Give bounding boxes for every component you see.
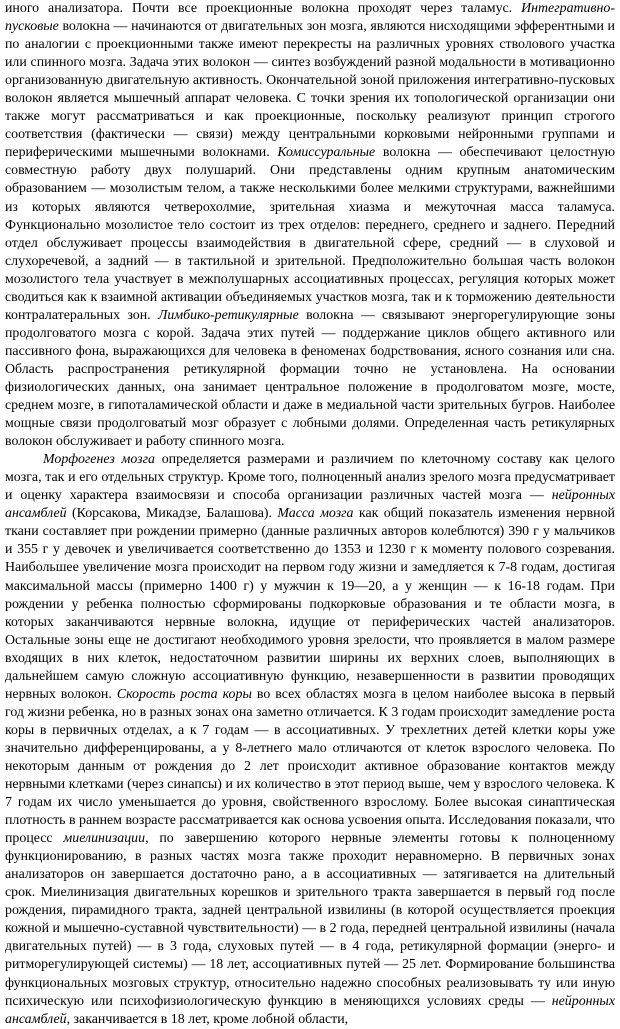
term-brain-morphogenesis: Морфогенез мозга: [43, 452, 155, 468]
text-span: волокна — обеспечивают целостную совместную работу двух полушарий. Они представлены одним крупным анатомическим образованием — мозолистым телом, а также несколькими более мелкими структурами, важнейшими из которых являются четверохолмие, зрительная хиазма и межуточная масса таламуса. Функционально мозолистое тело состоит из трех отделов: переднего, среднего и заднего. Передний отдел обслуживает процессы взаимодействия в двигательной сфере, средний — в слуховой и слухоречевой, а задний — в тактильной и зрительной. Предположительно большая часть волокон мозолистого тела участвует в межполушарных ассоциативных процессах, регуляция которых может сводиться как к взаимной активации объединяемых участков мозга, так и к торможению деятельности контралатеральных зон.: [5, 145, 615, 323]
term-myelination: миелинизации: [63, 831, 146, 847]
text-span: волокна — начинаются от двигательных зон мозга, являются нисходящими эфферентными и по аналогии с проекционными также имеют перекресты на различных уровнях стволового участка или спинного мозга. Задача этих волокон — синтез возбуждений разной модальности в мотивационно организованную двигательную активность. Окончательной зоной приложения интегративно-пусковых волокон является мышечный аппарат человека. С точки зрения их топологической организации они также могут рассматриваться и как проекционные, поскольку реализуют принцип строгого соответствия (фактически — связи) между центральными корковыми нейронными группами и периферическими мышечными волокнами.: [5, 19, 615, 161]
text-span: волокна — связывают энергорегулирующие зоны продолговатого мозга с корой. Задача этих путей — поддержание циклов общего активного или пассивного фона, выражающихся для человека в феноменах бодрствования, ясного сознания или сна. Область распространения ретикулярной формации точно не установлена. На основании физиологических данных, она занимает центральное положение в продолговатом мозге, мосте, среднем мозге, в гипоталамической области и даже в медиальной части зрительных бугров. Наиболее мощные связи продолговатый мозг образует с лобными долями. Определенная часть ретикулярных волокон обслуживает и работу спинного мозга.: [5, 307, 615, 450]
text-span: , заканчивается в 18 лет, кроме лобной области,: [66, 1011, 349, 1027]
term-brain-mass: Масса мозга: [277, 506, 354, 522]
text-span: во всех областях мозга в целом наиболее высока в первый год жизни ребенка, но в разных зонах она заметно отличается. К 3 годам происходит замедление роста коры в первичных отделах, а к 7 годам — в ассоциативных. У трехлетних детей клетки коры уже значительно дифференцированы, а у 8-летнего мало отличаются от клеток взрослого человека. По некоторым данным от рождения до 2 лет происходит активное образование контактов между нервными клетками (через синапсы) и их количество в этот период выше, чем у взрослого человека. К 7 годам их число уменьшается до уровня, свойственного взрослому. Более высокая синаптическая плотность в раннем возрасте рассматривается как основа усвоения опыта. Исследования показали, что процесс: [5, 686, 615, 847]
paragraph-fiber-types: [5, 0, 615, 451]
term-neuronal-ensembles: нейронных ансамблей: [5, 993, 615, 1027]
term-limbic-reticular-fibers: Лимбико-ретикулярные: [157, 307, 299, 323]
paragraph-brain-morphogenesis: [5, 451, 615, 1029]
text-span: как общий показатель изменения нервной ткани составляет при рождении примерно (данные различных авторов колеблются) 390 г у мальчиков и 355 г у девочек и увеличивается соответственно до 1353 и 1230 г к моменту полового созревания. Наибольшее увеличение мозга происходит на первом году жизни и замедляется к 7-8 годам, достигая максимальной массы (примерно 1400 г) у мужчин к 19—20, а у женщин — к 16-18 годам. При рождении у ребенка полностью сформированы подкорковые образования и те области мозга, в которых заканчиваются нервные волокна, идущие от периферических частей анализаторов. Остальные зоны еще не достигают необходимого уровня зрелости, что проявляется в малом размере входящих в них клеток, недостаточном развитии ширины их верхних слоев, выполняющих в дальнейшем самую сложную ассоциативную функцию, незавершенности в развитии проводящих нервных волокон.: [5, 506, 615, 702]
text-span: , по завершению которого нервные элементы готовы к полноценному функционированию, в разных частях мозга также проходит неравномерно. В первичных зонах анализаторов он завершается достаточно рано, а в ассоциативных — затягивается на длительный срок. Миелинизация двигательных корешков и зрительного тракта завершается в первый год после рождения, пирамидного тракта, задней центральной извилины (в которой осуществляется проекция кожной и мышечно-суставной чувствительности) — в 2 года, передней центральной извилины (начала двигательных путей) — в 3 года, слуховых путей — в 4 года, ретикулярной формации (энерго- и ритморегулирующей системы) — 18 лет, ассоциативных путей — 25 лет. Формирование большинства функциональных мозговых структур, относительно надежно способных реализовывать ту или иную психическую или психофизиологическую функцию в меняющихся условиях среды —: [5, 831, 615, 1009]
term-commissural-fibers: Комиссуральные: [277, 145, 376, 161]
term-cortex-growth-rate: Скорость роста коры: [116, 686, 252, 702]
document-page: [5, 0, 615, 1027]
term-integrative-trigger-fibers: Интегративно-пусковые: [5, 1, 615, 35]
text-span: иного анализатора. Почти все проекционные волокна проходят через таламус.: [5, 1, 522, 16]
text-span: определяется размерами и различием по клеточному составу как целого мозга, так и его отдельных структур. Кроме того, полноценный анализ зрелого мозга предусматривает и оценку характера взаимосвязи и способа организации различных частей мозга —: [5, 452, 615, 504]
text-span: (Корсакова, Микадзе, Балашова).: [66, 506, 278, 522]
term-neuronal-ensembles: нейронных ансамблей: [5, 488, 615, 522]
